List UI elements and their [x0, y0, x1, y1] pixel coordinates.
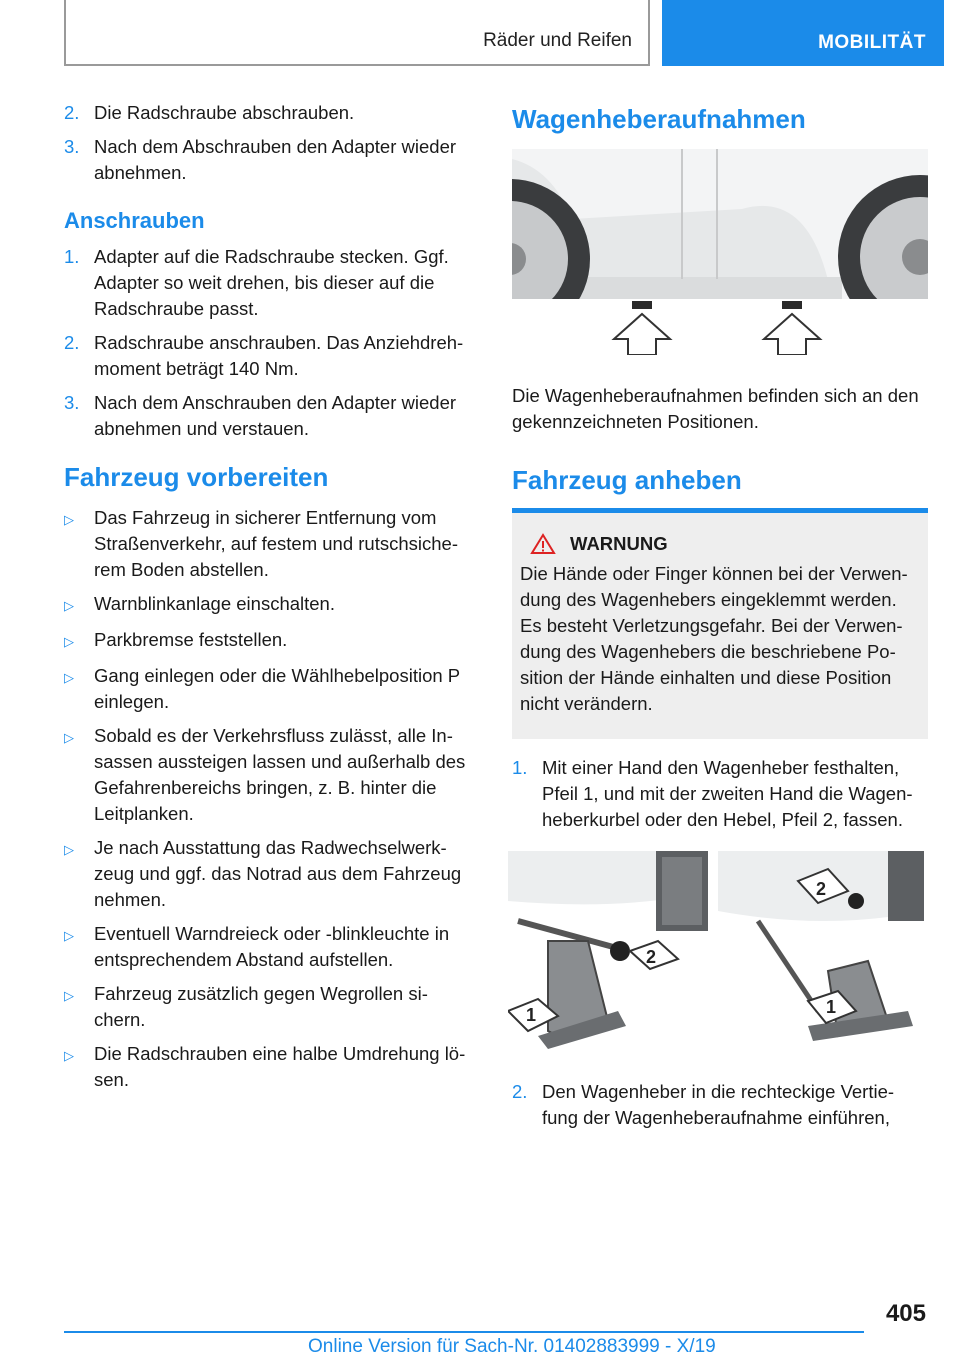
step-text: Adapter auf die Radschraube stecken. Ggf. Adapter so weit drehen, bis dieser auf die Radschraube passt. — [94, 246, 449, 319]
step-text: Nach dem Abschrauben den Adapter wieder abnehmen. — [94, 136, 457, 183]
step-number: 2. — [64, 332, 80, 353]
steps-list-d — [512, 1079, 928, 1131]
list-item — [64, 390, 476, 442]
step-text: Mit einer Hand den Wagenheber festhalten, Pfeil 1, und mit der zweiten Hand die Wagen-heberkurbel oder den Hebel, Pfeil 2, fassen. — [542, 757, 913, 830]
triangle-bullet-icon: ▷ — [64, 988, 74, 1003]
triangle-bullet-icon: ▷ — [64, 634, 74, 649]
bullet-list — [64, 505, 476, 1093]
steps-list-b — [64, 244, 476, 442]
step-number: 1. — [64, 246, 80, 267]
step-number: 3. — [64, 392, 80, 413]
list-item — [64, 981, 476, 1033]
triangle-bullet-icon: ▷ — [64, 512, 74, 527]
list-item — [64, 921, 476, 973]
triangle-bullet-icon: ▷ — [64, 928, 74, 943]
list-item — [64, 134, 476, 186]
steps-list-c — [512, 755, 928, 833]
header-section-box — [64, 0, 650, 66]
bullet-text: Je nach Ausstattung das Radwechselwerk-zeug und ggf. das Notrad aus dem Fahrzeug nehmen. — [94, 837, 462, 910]
list-item — [512, 755, 928, 833]
bullet-text: Fahrzeug zusätzlich gegen Wegrollen si-chern. — [94, 983, 428, 1030]
list-item — [64, 100, 476, 126]
list-item — [64, 244, 476, 322]
right-column — [512, 100, 928, 1139]
list-item — [64, 505, 476, 583]
page-number: 405 — [885, 1300, 926, 1327]
list-item — [512, 1079, 928, 1131]
list-item — [64, 723, 476, 827]
jack-points-figure — [512, 149, 928, 355]
bullet-text: Das Fahrzeug in sicherer Entfernung vom Straßenverkehr, auf festem und rutschsiche-rem Boden abstellen. — [94, 507, 459, 580]
left-column — [64, 100, 476, 1101]
arrow-label: 2 — [816, 879, 827, 899]
footer-divider — [64, 1331, 864, 1333]
list-item — [64, 835, 476, 913]
bullet-text: Eventuell Warndreieck oder -blinkleuchte in entsprechendem Abstand aufstellen. — [94, 923, 450, 970]
paragraph-aufnahmen: Die Wagenheberaufnahmen befinden sich an den gekennzeichneten Positionen. — [512, 385, 919, 432]
warning-title: WARNUNG — [570, 533, 668, 554]
heading-fahrzeug-vorbereiten: Fahrzeug vorbereiten — [64, 462, 329, 492]
bullet-text: Gang einlegen oder die Wählhebelposition P einlegen. — [94, 665, 460, 712]
chapter-title: MOBILITÄT — [818, 32, 926, 53]
warning-triangle-icon — [530, 533, 556, 555]
bullet-text: Parkbremse feststellen. — [94, 629, 288, 650]
arrow-label: 2 — [646, 947, 657, 967]
heading-anschrauben: Anschrauben — [64, 208, 205, 233]
bullet-text: Die Radschrauben eine halbe Umdrehung lö-sen. — [94, 1043, 466, 1090]
heading-wagenheberaufnahmen: Wagenheberaufnahmen — [512, 104, 806, 134]
warning-header — [520, 533, 920, 555]
jack-illustration — [508, 851, 924, 1051]
step-text: Nach dem Anschrauben den Adapter wieder abnehmen und verstauen. — [94, 392, 457, 439]
triangle-bullet-icon: ▷ — [64, 842, 74, 857]
triangle-bullet-icon: ▷ — [64, 670, 74, 685]
jack-handling-figure — [508, 851, 924, 1051]
triangle-bullet-icon: ▷ — [64, 598, 74, 613]
steps-list-a — [64, 100, 476, 186]
step-number: 2. — [64, 102, 80, 123]
triangle-bullet-icon: ▷ — [64, 730, 74, 745]
arrow-label: 1 — [826, 997, 837, 1017]
bullet-text: Sobald es der Verkehrsfluss zulässt, alle In-sassen aussteigen lassen und außerhalb des Gefahrenbereichs bringen, z. B. hinter die Leitplanken. — [94, 725, 466, 824]
section-title: Räder und Reifen — [483, 30, 632, 51]
heading-fahrzeug-anheben: Fahrzeug anheben — [512, 465, 742, 495]
list-item — [64, 330, 476, 382]
triangle-bullet-icon: ▷ — [64, 1048, 74, 1063]
car-side-illustration — [512, 149, 928, 355]
step-number: 2. — [512, 1081, 528, 1102]
bullet-text: Warnblinkanlage einschalten. — [94, 593, 335, 614]
step-number: 3. — [64, 136, 80, 157]
step-text: Den Wagenheber in die rechteckige Vertie-fung der Wagenheberaufnahme einführen, — [542, 1081, 895, 1128]
footer-online-version: Online Version für Sach-Nr. 01402883999 - X/19 — [308, 1336, 716, 1357]
step-text: Die Radschraube abschrauben. — [94, 102, 355, 123]
list-item — [64, 627, 476, 655]
arrow-label: 1 — [526, 1005, 537, 1025]
header-chapter-tab[interactable] — [662, 0, 944, 66]
step-number: 1. — [512, 757, 528, 778]
list-item — [64, 1041, 476, 1093]
list-item — [64, 663, 476, 715]
step-text: Radschraube anschrauben. Das Anziehdreh-moment beträgt 140 Nm. — [94, 332, 464, 379]
warning-box — [512, 513, 928, 739]
list-item — [64, 591, 476, 619]
warning-text: Die Hände oder Finger können bei der Verwen-dung des Wagenhebers eingeklemmt werden. Es besteht Verletzungsgefahr. Bei der Verwen-dung des Wagenhebers die beschriebene Po-sition der Hände einhalten und diese Position nicht verändern. — [520, 563, 908, 714]
